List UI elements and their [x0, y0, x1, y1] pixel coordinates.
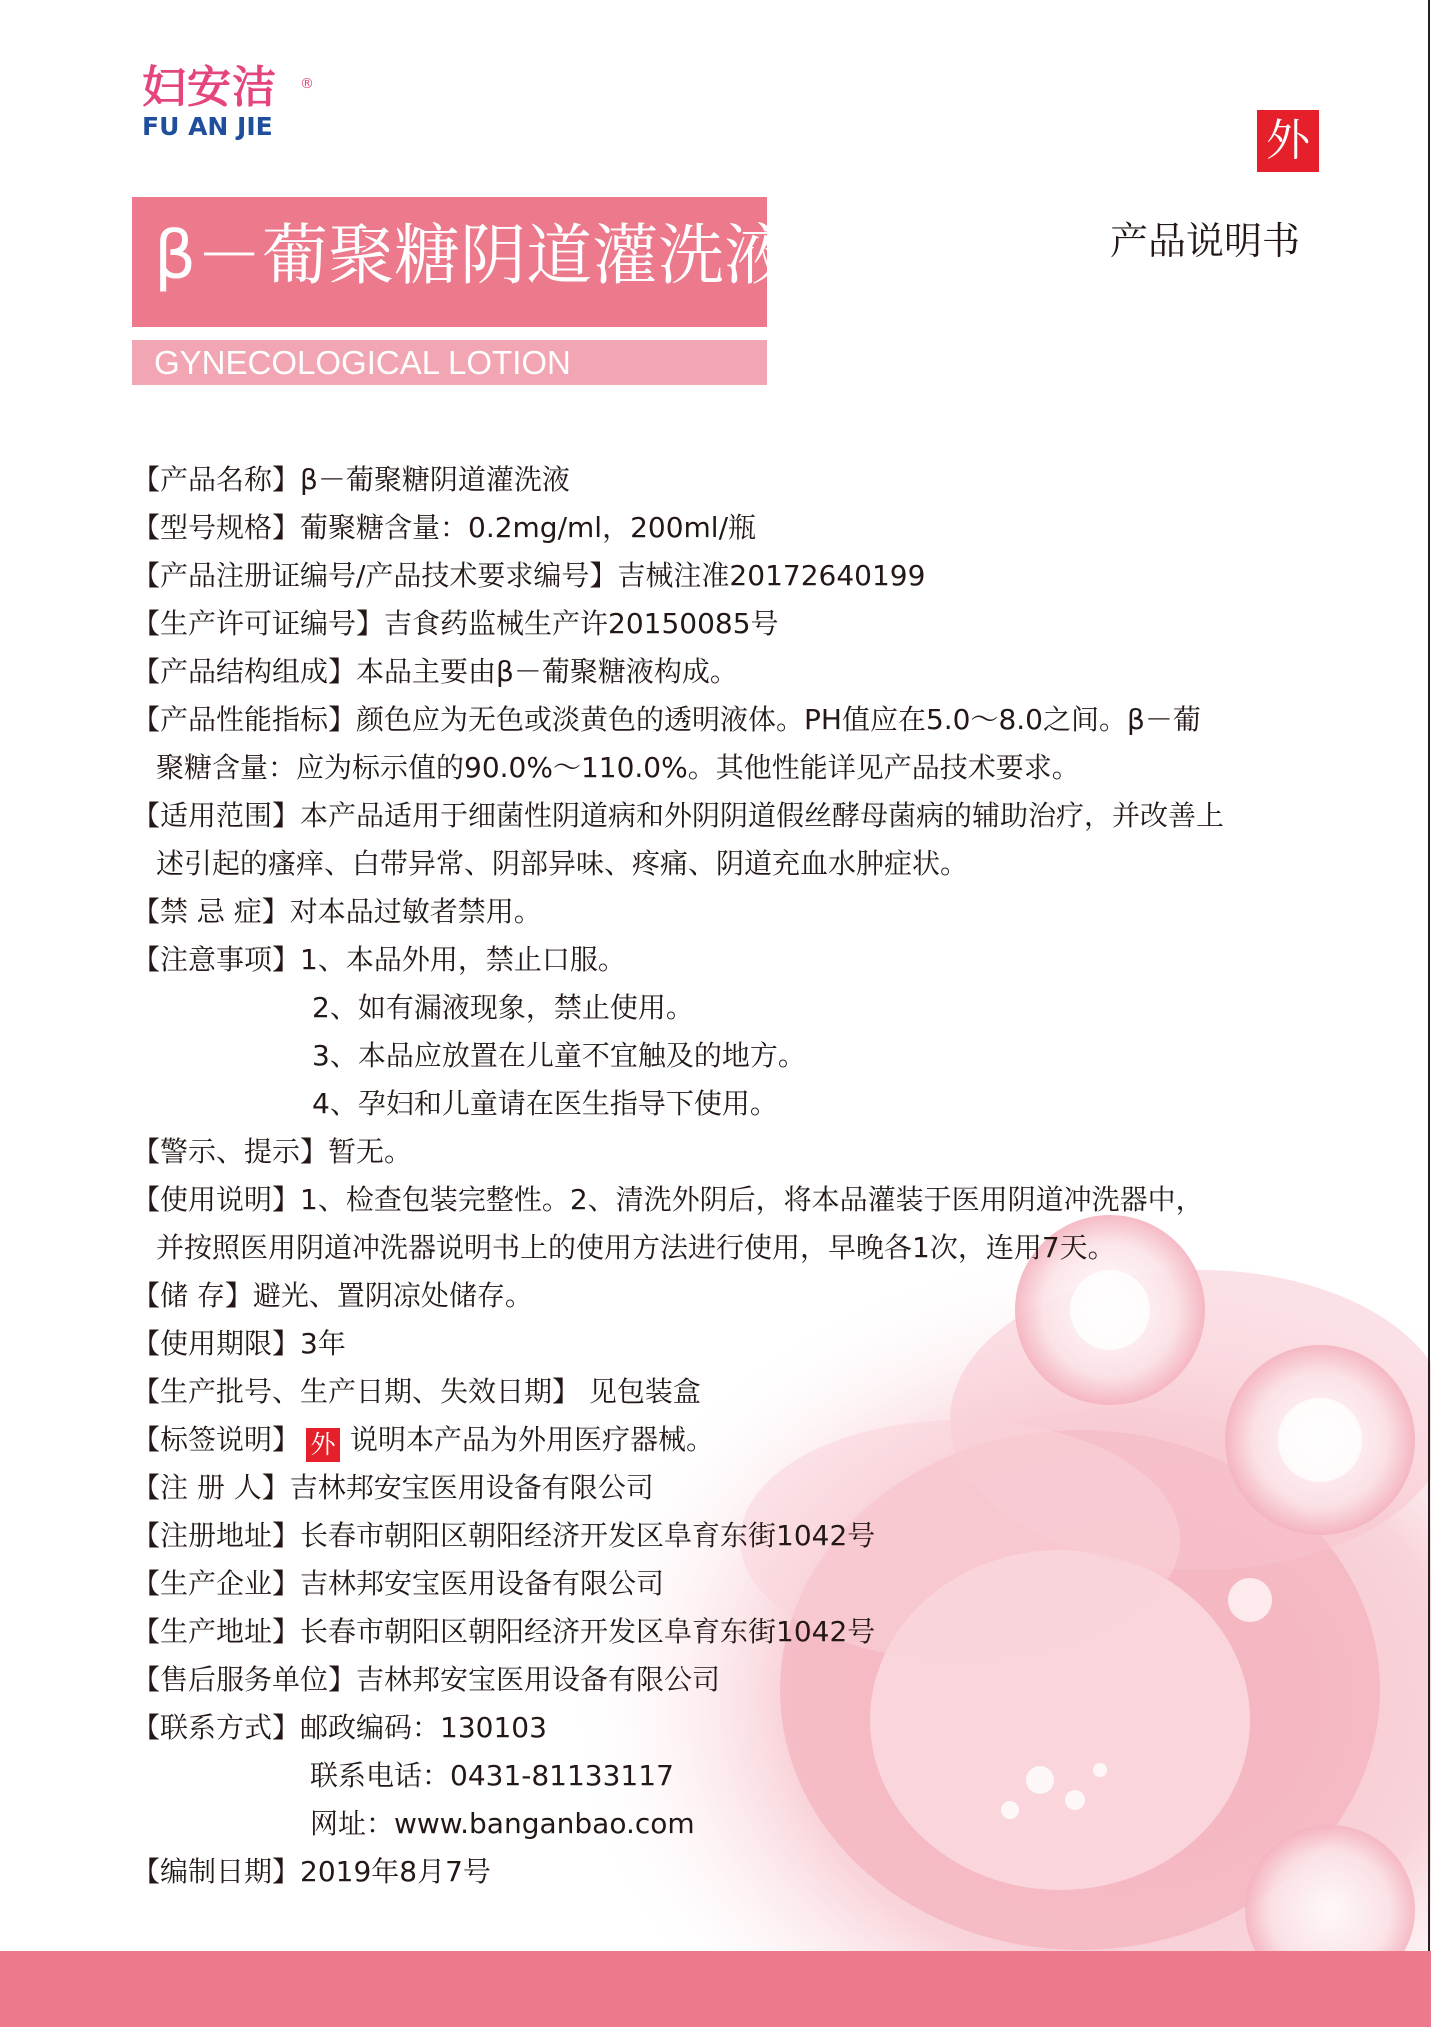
brand-logo [142, 62, 314, 141]
brand-name-cn: 妇安洁 [142, 62, 277, 113]
text-line: 【注册地址】长春市朝阳区朝阳经济开发区阜育东街1042号 [132, 1519, 876, 1552]
text-line: 【生产批号、生产日期、失效日期】 见包装盒 [132, 1375, 701, 1408]
text-line: 【型号规格】葡聚糖含量：0.2mg/ml，200ml/瓶 [132, 511, 756, 544]
text-line: 【编制日期】2019年8月7号 [132, 1855, 491, 1888]
product-title-banner [132, 197, 791, 327]
text-line: 【产品结构组成】本品主要由β－葡聚糖液构成。 [132, 655, 738, 688]
text-segment: 说明本产品为外用医疗器械。 [350, 1423, 715, 1456]
text-line: 【联系方式】邮政编码：130103 [132, 1711, 547, 1744]
text-line: 述引起的瘙痒、白带异常、阴部异味、疼痛、阴道充血水肿症状。 [156, 847, 969, 880]
text-line: 2、如有漏液现象，禁止使用。 [312, 991, 694, 1024]
text-line: 聚糖含量：应为标示值的90.0%～110.0%。其他性能详见产品技术要求。 [156, 751, 1080, 784]
text-line: 【注意事项】1、本品外用，禁止口服。 [132, 943, 626, 976]
text-line: 3、本品应放置在儿童不宜触及的地方。 [312, 1039, 806, 1072]
external-use-mini-badge: 外 [306, 1428, 340, 1462]
text-line: 网址：www.banganbao.com [310, 1807, 695, 1840]
footer-bar [0, 1951, 1431, 2027]
text-line: 【禁 忌 症】对本品过敏者禁用。 [132, 895, 542, 928]
product-subtitle-banner [132, 340, 767, 385]
product-subtitle: GYNECOLOGICAL LOTION [154, 344, 571, 381]
text-line: 【生产地址】长春市朝阳区朝阳经济开发区阜育东街1042号 [132, 1615, 876, 1648]
text-line: 【生产企业】吉林邦安宝医用设备有限公司 [132, 1567, 665, 1600]
document-type-label: 产品说明书 [1110, 219, 1301, 263]
label-description-line [132, 1416, 1342, 1464]
text-line: 【使用说明】1、检查包装完整性。2、清洗外阴后，将本品灌装于医用阴道冲洗器中， [132, 1183, 1204, 1216]
text-line: 【产品名称】β－葡聚糖阴道灌洗液 [132, 463, 570, 496]
text-line: 【警示、提示】暂无。 [132, 1135, 413, 1168]
text-line: 【生产许可证编号】吉食药监械生产许20150085号 [132, 607, 779, 640]
text-line: 4、孕妇和儿童请在医生指导下使用。 [312, 1087, 778, 1120]
text-line: 【储 存】避光、置阴凉处储存。 [132, 1279, 533, 1312]
text-line: 【售后服务单位】吉林邦安宝医用设备有限公司 [132, 1663, 721, 1696]
text-line: 联系电话：0431-81133117 [310, 1759, 674, 1792]
registered-mark: ® [300, 76, 314, 92]
text-line: 【产品性能指标】颜色应为无色或淡黄色的透明液体。PH值应在5.0～8.0之间。β－葡 [132, 703, 1201, 736]
external-use-badge: 外 [1257, 110, 1319, 172]
text-line: 【注 册 人】吉林邦安宝医用设备有限公司 [132, 1471, 654, 1504]
brand-name-en: FU AN JIE [142, 112, 273, 141]
text-line: 【适用范围】本产品适用于细菌性阴道病和外阴阴道假丝酵母菌病的辅助治疗，并改善上 [132, 799, 1225, 832]
text-segment: 【标签说明】 [132, 1423, 301, 1456]
text-line: 并按照医用阴道冲洗器说明书上的使用方法进行使用，早晚各1次，连用7天。 [156, 1231, 1116, 1264]
text-line: 【使用期限】3年 [132, 1327, 346, 1360]
instructions-body [132, 456, 1342, 1896]
text-line: 【产品注册证编号/产品技术要求编号】吉械注准20172640199 [132, 559, 926, 592]
product-title: β－葡聚糖阴道灌洗液 [154, 217, 791, 294]
